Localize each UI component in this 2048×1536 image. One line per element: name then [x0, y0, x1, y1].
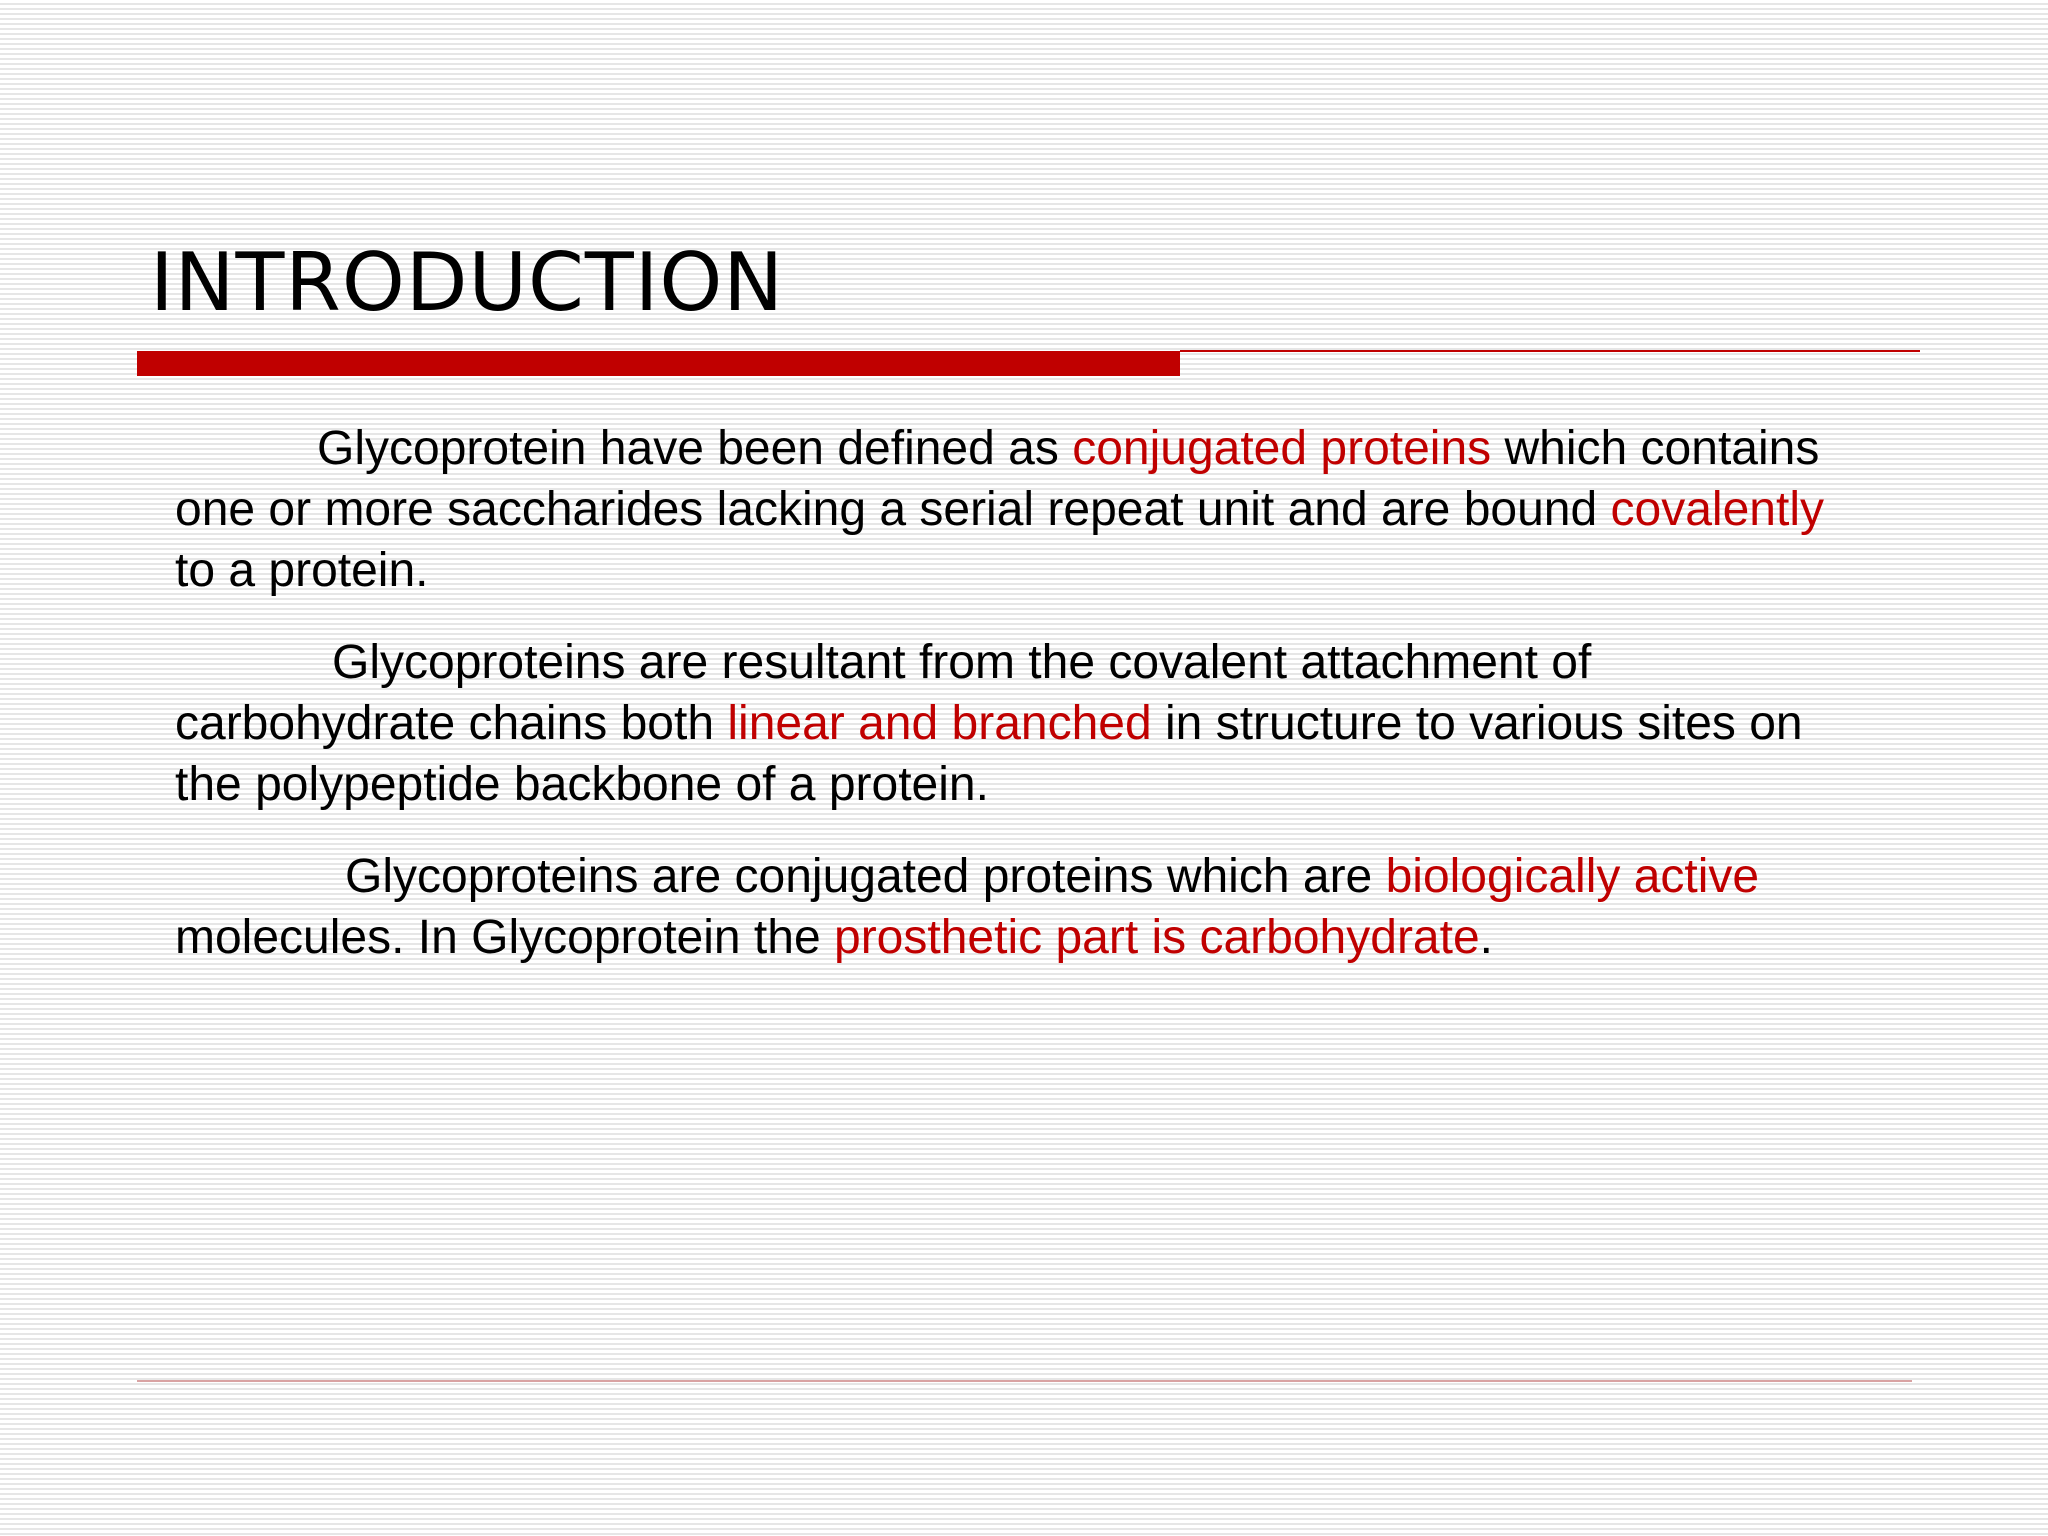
highlighted-text: biologically active	[1385, 850, 1760, 903]
highlighted-text: linear and branched	[727, 697, 1152, 750]
paragraph-line	[175, 418, 1935, 479]
highlighted-text: prosthetic part is carbohydrate	[834, 911, 1480, 964]
paragraph-definition	[175, 418, 1935, 601]
paragraph-line	[175, 632, 1935, 693]
highlighted-text: conjugated proteins	[1072, 422, 1492, 475]
slide-body	[175, 418, 1935, 999]
paragraph-line	[175, 754, 1935, 815]
body-text: Glycoprotein have been defined as	[317, 422, 1073, 475]
body-text: which contains	[1491, 422, 1820, 475]
paragraph-line	[175, 540, 1935, 601]
paragraph-function	[175, 846, 1935, 968]
body-text: the polypeptide backbone of a protein.	[175, 758, 989, 811]
body-text: molecules. In Glycoprotein the	[175, 911, 834, 964]
body-text: one or more saccharides lacking a serial repeat unit and are bound	[175, 483, 1611, 536]
body-text: .	[1479, 911, 1493, 964]
paragraph-line	[175, 846, 1935, 907]
paragraph-line	[175, 907, 1935, 968]
highlighted-text: covalently	[1610, 483, 1824, 536]
body-text: to a protein.	[175, 544, 429, 597]
body-text: Glycoproteins are resultant from the covalent attachment of	[332, 636, 1592, 689]
paragraph-line	[175, 693, 1935, 754]
body-text: Glycoproteins are conjugated proteins which are	[345, 850, 1386, 903]
slide-title: INTRODUCTION	[150, 236, 785, 329]
body-text: carbohydrate chains both	[175, 697, 728, 750]
title-underline-bar	[137, 351, 1180, 376]
title-underline-rule	[1180, 350, 1920, 352]
paragraph-line	[175, 479, 1935, 540]
paragraph-formation	[175, 632, 1935, 815]
body-text: in structure to various sites on	[1151, 697, 1803, 750]
footer-rule	[137, 1380, 1912, 1382]
